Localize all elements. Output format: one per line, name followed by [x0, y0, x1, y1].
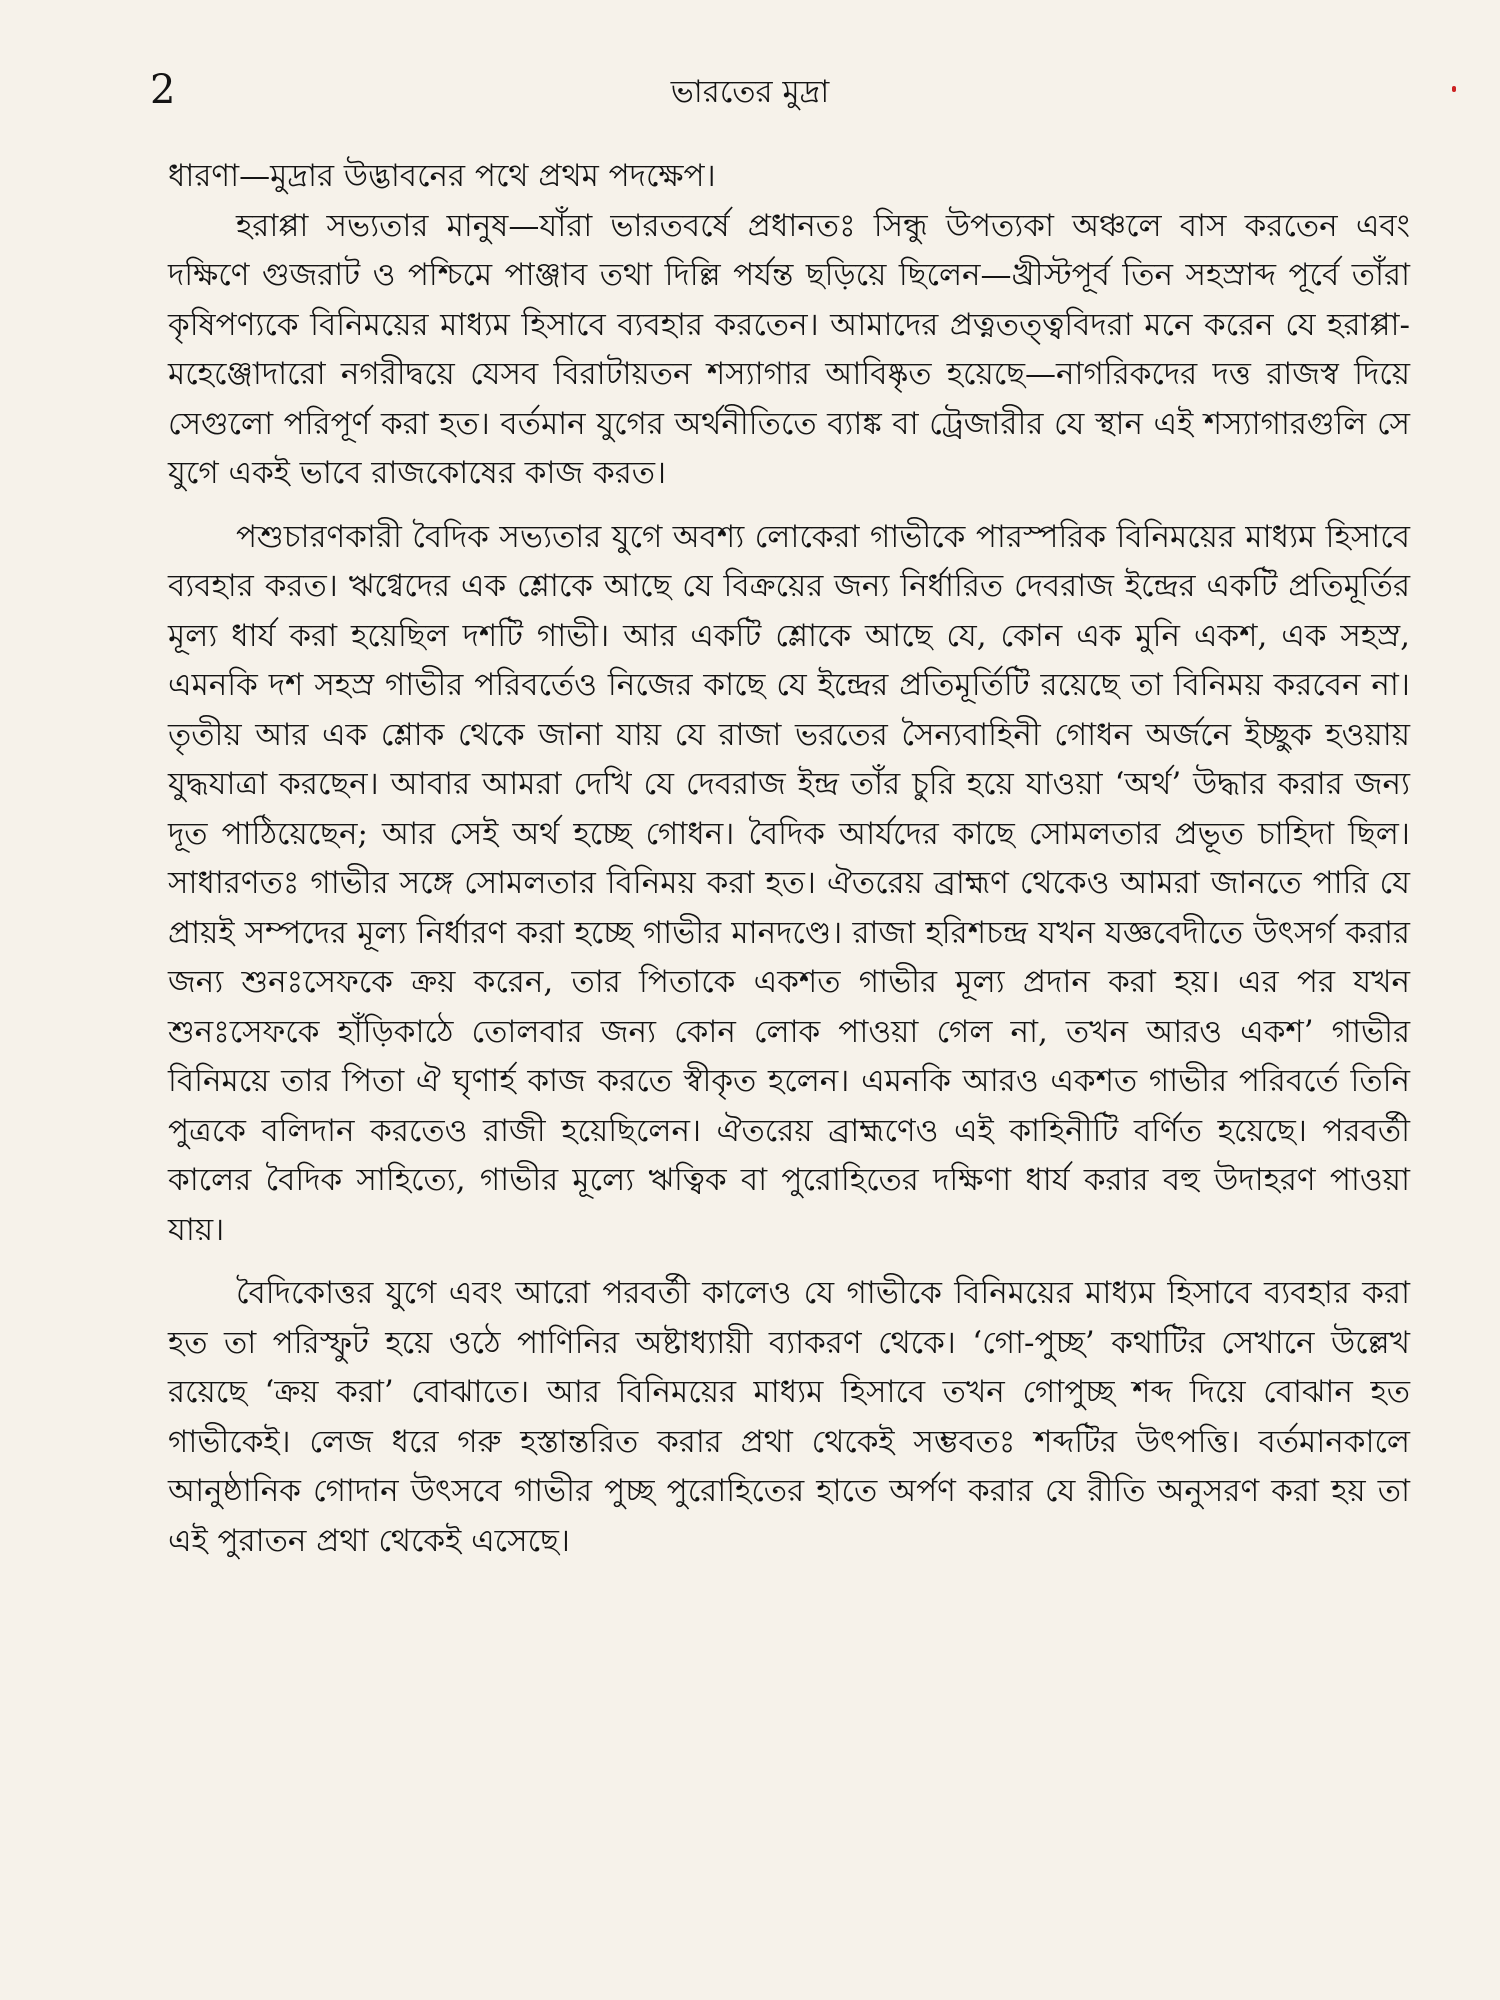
- paragraph-vedic: পশুচারণকারী বৈদিক সভ্যতার যুগে অবশ্য লোকেরা গাভীকে পারস্পরিক বিনিময়ের মাধ্যম হিসাবে ব্যবহার করত। ঋগ্বেদের এক শ্লোকে আছে যে বিক্রয়ের জন্য নির্ধারিত দেবরাজ ইন্দ্রের একটি প্রতিমূর্তির মূল্য ধার্য করা হয়েছিল দশটি গাভী। আর একটি শ্লোকে আছে যে, কোন এক মুনি একশ, এক সহস্র, এমনকি দশ সহস্র গাভীর পরিবর্তেও নিজের কাছে যে ইন্দ্রের প্রতিমূর্তিটি রয়েছে তা বিনিময় করবেন না। তৃতীয় আর এক শ্লোক থেকে জানা যায় যে রাজা ভরতের সৈন্যবাহিনী গোধন অর্জনে ইচ্ছুক হওয়ায় যুদ্ধযাত্রা করছেন। আবার আমরা দেখি যে দেবরাজ ইন্দ্র তাঁর চুরি হয়ে যাওয়া ‘অর্থ’ উদ্ধার করার জন্য দূত পাঠিয়েছেন; আর সেই অর্থ হচ্ছে গোধন। বৈদিক আর্যদের কাছে সোমলতার প্রভূত চাহিদা ছিল। সাধারণতঃ গাভীর সঙ্গে সোমলতার বিনিময় করা হত। ঐতরেয় ব্রাহ্মণ থেকেও আমরা জানতে পারি যে প্রায়ই সম্পদের মূল্য নির্ধারণ করা হচ্ছে গাভীর মানদণ্ডে। রাজা হরিশচন্দ্র যখন যজ্ঞবেদীতে উৎসর্গ করার জন্য শুনঃসেফকে ক্রয় করেন, তার পিতাকে একশত গাভীর মূল্য প্রদান করা হয়। এর পর যখন শুনঃসেফকে হাঁড়িকাঠে তোলবার জন্য কোন লোক পাওয়া গেল না, তখন আরও একশ’ গাভীর বিনিময়ে তার পিতা ঐ ঘৃণার্হ কাজ করতে স্বীকৃত হলেন। এমনকি আরও একশত গাভীর পরিবর্তে তিনি পুত্রকে বলিদান করতেও রাজী হয়েছিলেন। ঐতরেয় ব্রাহ্মণেও এই কাহিনীটি বর্ণিত হয়েছে। পরবর্তী কালের বৈদিক সাহিত্যে, গাভীর মূল্যে ঋত্বিক বা পুরোহিতের দক্ষিণা ধার্য করার বহু উদাহরণ পাওয়া যায়।: [168, 518, 1410, 1248]
- running-head-title: ভারতের মুদ্রা: [670, 74, 830, 110]
- red-ink-mark: [1452, 86, 1456, 92]
- paragraph-continuation: ধারণা—মুদ্রার উদ্ভাবনের পথে প্রথম পদক্ষেপ।: [168, 158, 716, 194]
- body-text: [168, 152, 1410, 1566]
- paragraph-harappa: হরাপ্পা সভ্যতার মানুষ—যাঁরা ভারতবর্ষে প্রধানতঃ সিন্ধু উপত্যকা অঞ্চলে বাস করতেন এবং দক্ষিণে গুজরাট ও পশ্চিমে পাঞ্জাব তথা দিল্লি পর্যন্ত ছড়িয়ে ছিলেন—খ্রীস্টপূর্ব তিন সহস্রাব্দ পূর্বে তাঁরা কৃষিপণ্যকে বিনিময়ের মাধ্যম হিসাবে ব্যবহার করতেন। আমাদের প্রত্নতত্ত্ববিদরা মনে করেন যে হরাপ্পা-মহেঞ্জোদারো নগরীদ্বয়ে যেসব বিরাটায়তন শস্যাগার আবিষ্কৃত হয়েছে—নাগরিকদের দত্ত রাজস্ব দিয়ে সেগুলো পরিপূর্ণ করা হত। বর্তমান যুগের অর্থনীতিতে ব্যাঙ্ক বা ট্রেজারীর যে স্থান এই শস্যাগারগুলি সে যুগে একই ভাবে রাজকোষের কাজ করত।: [168, 207, 1410, 491]
- page-number: 2: [150, 67, 176, 113]
- paragraph-post-vedic: বৈদিকোত্তর যুগে এবং আরো পরবর্তী কালেও যে গাভীকে বিনিময়ের মাধ্যম হিসাবে ব্যবহার করা হত তা পরিস্ফুট হয়ে ওঠে পাণিনির অষ্টাধ্যায়ী ব্যাকরণ থেকে। ‘গো-পুচ্ছ’ কথাটির সেখানে উল্লেখ রয়েছে ‘ক্রয় করা’ বোঝাতে। আর বিনিময়ের মাধ্যম হিসাবে তখন গোপুচ্ছ শব্দ দিয়ে বোঝান হত গাভীকেই। লেজ ধরে গরু হস্তান্তরিত করার প্রথা থেকেই সম্ভবতঃ শব্দটির উৎপত্তি। বর্তমানকালে আনুষ্ঠানিক গোদান উৎসবে গাভীর পুচ্ছ পুরোহিতের হাতে অর্পণ করার যে রীতি অনুসরণ করা হয় তা এই পুরাতন প্রথা থেকেই এসেছে।: [168, 1275, 1410, 1559]
